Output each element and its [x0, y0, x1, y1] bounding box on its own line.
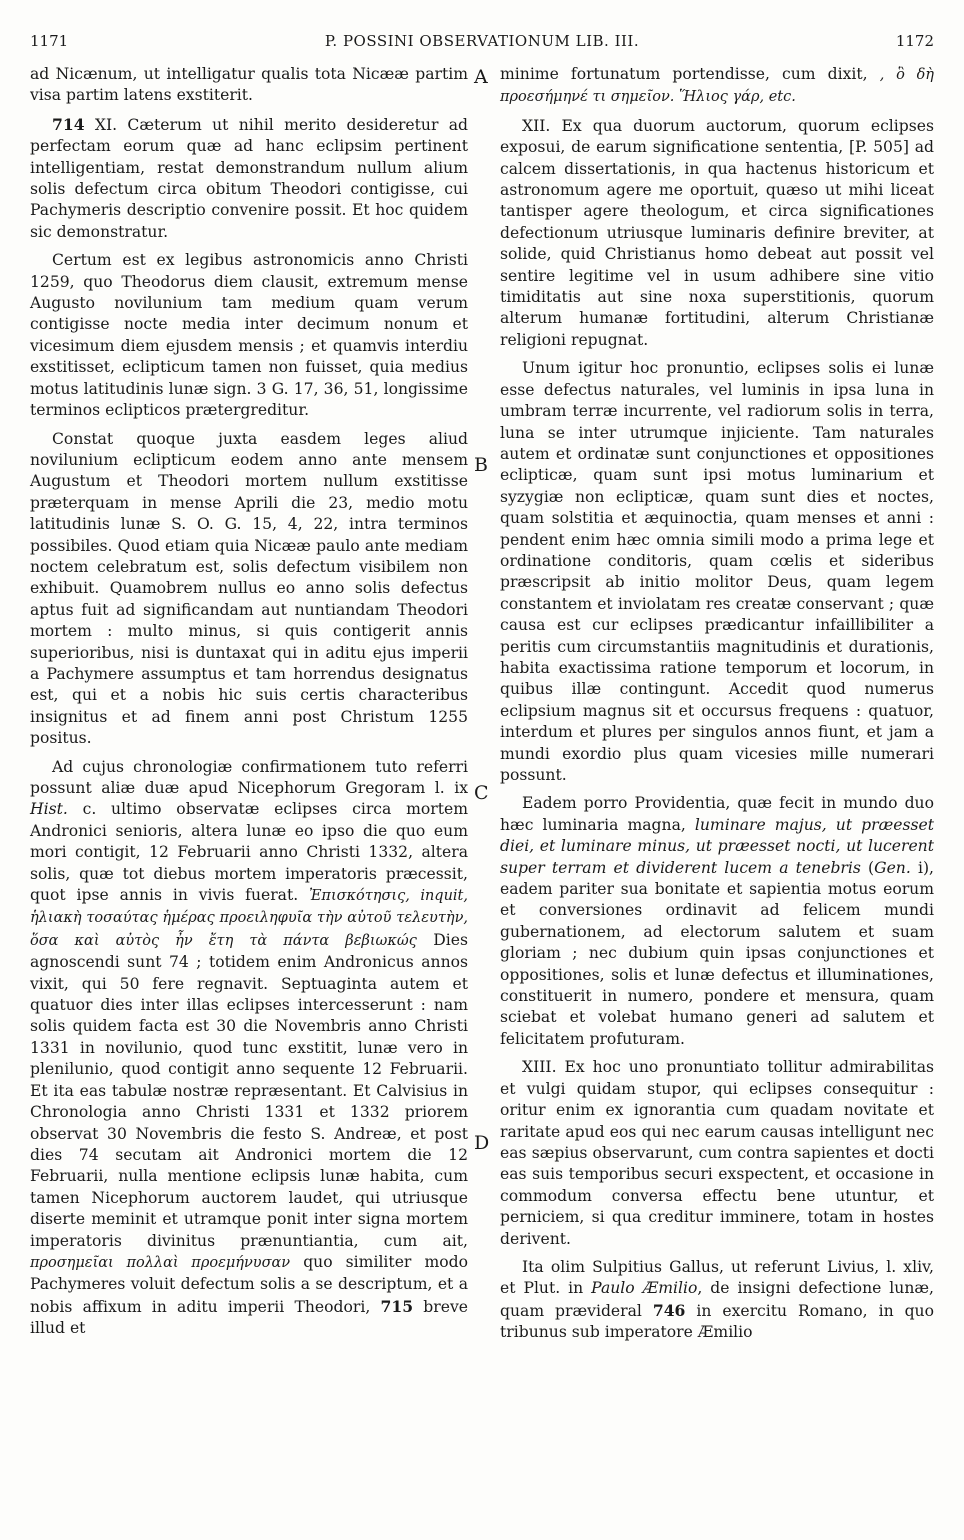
paragraph: [500, 793, 934, 1050]
text-run: minime fortunatum portendisse, cum dixit,: [500, 65, 880, 83]
margin-letter-b: B: [474, 454, 488, 476]
greek-quote: Ἐπισκότησις, inquit, ἡλιακὴ τοσαύτας ἡμέρας προειληφυῖα τὴν αὐτοῦ τελευτὴν, ὅσα καὶ αὐτὸς ἦν ἔτη τὰ πάντα βεβιωκώς: [30, 888, 468, 949]
margin-letter-d: D: [474, 1132, 490, 1154]
running-title: P. POSSINI OBSERVATIONUM LIB. III.: [324, 32, 640, 50]
section-xii: XII. Ex qua duorum auctorum, quorum eclipses exposui, de earum significatione sententia, [P. 505] ad calcem dissertationis, in qua hactenus historicum et astronomum agere me oportuit, quæso ut mihi liceat tantisper agere theologum, et circa significationes defectionum utriusque luminaris definire breviter, at solide, quid Christianus homo debeat aut possit vel sentire legitime vel in usum adhibere sine vitio timiditatis aut sine noxa superstitionis, quorum alterum humanæ fortitudini, alterum Christianæ religioni repugnat.: [500, 116, 934, 349]
citation: Hist.: [30, 800, 68, 819]
citation: Paulo Æmilio: [591, 1279, 698, 1298]
column-number: 714: [52, 114, 85, 134]
margin-letter-a: A: [474, 66, 488, 88]
greek-quote: , ὃ δὴ προεσήμηνέ τι σημεῖον. Ἥλιος γάρ, etc.: [500, 67, 934, 106]
text-run: Ita olim Sulpitius Gallus, ut referunt Livius, l. xliv, et Plut. in: [500, 1257, 934, 1298]
section-xi: [30, 114, 468, 243]
text-run: (: [860, 858, 875, 877]
paragraph: [30, 757, 468, 1340]
paragraph: Unum igitur hoc pronuntio, eclipses solis ei lunæ esse defectus naturales, vel luminis in ipsa luna in umbram terræ incurrente, vel radiorum solis in terra, luna se inter utrumque injiciente. Tam naturales autem et ordinatæ sunt conjunctiones et oppositiones eclipticæ, quam sunt ipsi motus luminarium et syzygiæ non eclipticæ, quam sunt dies et noctes, quam solstitia et æquinoctia, quam menses et anni : pendent enim hæc omnia simili modo a prima lege et ordinatione conditoris, quam cœlis et sideribus præscripsit ab initio molitor Deus, quam legem constantem et inviolatam res creatæ conservant ; quæ causa est cur eclipses prædicantur infaillibiliter a peritis cum circumstantiis magnitudinis et durationis, habita exactissima ratione temporum et locorum, in quibus illæ contingunt. Accedit quod numerus eclipsium magnus sit et occursus frequens : quatuor, interdum et plures per singulos annos fiunt, et jam a mundi exordio plus quam vicesies mille numerari possunt.: [500, 359, 934, 784]
text-run: i), eadem pariter sua bonitate et sapientia motus eorum et conversiones ordinavit ad felicem mundi gubernationem, ad electorum salutem et suam gloriam ; nec dubium quin ipsas conjunctiones et oppositiones, solis et lunæ defectus et illuminationes, constituerit in numero, pondere et mensura, quam sciebat et volebat humano generi ad salutem et felicitatem profuturam.: [500, 858, 934, 1048]
margin-letter-c: C: [474, 782, 489, 804]
left-column: [30, 64, 468, 1347]
text-run: Eadem porro Providentia, quæ fecit in mundo duo hæc luminaria magna,: [500, 794, 934, 834]
text-run: in exercitu Romano, in quo tribunus sub imperatore Æmilio: [500, 1301, 934, 1342]
paragraph: [500, 64, 934, 109]
citation: Gen.: [874, 858, 911, 877]
text-run: breve illud et: [30, 1297, 468, 1338]
text-run: Dies agnoscendi sunt 74 ; totidem enim Andronicus annos vixit, qui 50 fere regnavit. Septuaginta autem et quatuor dies inter illas eclipses intercesserunt : nam solis quidem facta est 30 die Novembris anno Christi 1331 in novilunio, quod tunc exstitit, lunæ vero in plenilunio, quod contigit anno sequente 12 Februarii. Et ita eas tabulæ nostræ repræsentant. Et Calvisius in Chronologia anno Christi 1331 et 1332 priorem observat 30 Novembris die festo S. Andreæ, et post dies 74 secutam ait Andronici mortem die 12 Februarii, nulla mentione eclipsis lunæ habita, cum tamen Nicephorum auctorem laudet, qui utriusque diserte meminit et utramque ponit inter signa mortem imperatoris divinitus prænuntiantia, cum ait,: [30, 930, 468, 1250]
running-header: [30, 32, 934, 58]
paragraph: Certum est ex legibus astronomicis anno Christi 1259, quo Theodorus diem clausit, extremum mense Augusto novilunium tam medium quam verum contigisse nocte media inter decimum nonum et vicesimum diem ejusdem mensis ; et quamvis interdiu exstitisset, eclipticum tamen non fuisset, quia medius motus latitudinis lunæ sign. 3 G. 17, 36, 51, longissime terminos eclipticos prætergreditur.: [30, 251, 468, 420]
page-number-left: 1171: [30, 32, 69, 50]
text-run: , de insigni defectione lunæ, quam prævideral: [500, 1279, 934, 1320]
paragraph: Constat quoque juxta easdem leges aliud novilunium eclipticum eodem anno ante mensem Augustum et Theodori mortem nullum exstitisse præterquam in mense Aprili die 23, medio motu latitudinis lunæ S. O. G. 15, 4, 22, intra terminos possibiles. Quod etiam quia Nicææ paulo ante mediam noctem celebratum est, solis defectum visibilem non exhibuit. Quamobrem nullus eo anno solis defectus aptus fuit ad significandam aut nuntiandam Theodori mortem : multo minus, si quis contigerit annis superioribus, nisi is duntaxat qui in aditu ejus imperii a Pachymere assumptus et tam horrendus designatus est, qui et a nobis hic suis certis characteribus insignitus et ad finem anni post Christum 1255 positus.: [30, 429, 468, 748]
text-run: quo similiter modo Pachymeres voluit defectum solis a se descriptum, et a nobis affixum in aditu imperii Theodori,: [30, 1252, 468, 1316]
paragraph-text: XI. Cæterum ut nihil merito desideretur ad perfectam eorum quæ ad hanc eclipsim pertinent intelligentiam, restat demonstrandum nullum alium solis defectum circa obitum Theodori contigisse, cui Pachymeris descriptio convenire possit. Et hoc quidem sic demonstratur.: [30, 115, 468, 241]
scripture-quote: luminare majus, ut præesset diei, et luminare minus, ut præesset nocti, ut lucerent super terram et dividerent lucem a tenebris: [500, 815, 934, 877]
paragraph: ad Nicænum, ut intelligatur qualis tota Nicææ partim visa partim latens exstiterit.: [30, 65, 468, 105]
column-number: 746: [652, 1300, 686, 1320]
section-xiii: XIII. Ex hoc uno pronuntiato tollitur admirabilitas et vulgi quidam stupor, qui eclipses consequitur : oritur enim ex ignorantia cum quadam novitate et raritate apud eos qui nec earum causas intelligunt nec eas sæpius observarunt, cum contra sapientes et docti eas suis temporibus securi exspectent, et occasione in commodum conversa effectu bene utuntur, et perniciem, si qua creditur imminere, totam in hostes derivent.: [500, 1058, 934, 1248]
right-column: [500, 64, 934, 1351]
greek-quote: προσημεῖαι πολλαὶ προεμήνυσαν: [30, 1254, 291, 1271]
page-number-right: 1172: [895, 32, 934, 50]
text-run: Ad cujus chronologiæ confirmationem tuto referri possunt aliæ duæ apud Nicephorum Gregoram l. ix: [30, 757, 468, 797]
paragraph: [500, 1257, 934, 1344]
text-run: c. ultimo observatæ eclipses circa mortem Andronici senioris, altera lunæ eo ipso die quo eum mori contigit, 12 Februarii anno Christi 1332, altera solis, quæ tot diebus mortem imperatoris præcessit, quot ipse annis in vivis fuerat.: [30, 800, 468, 905]
column-number: 715: [380, 1296, 414, 1316]
